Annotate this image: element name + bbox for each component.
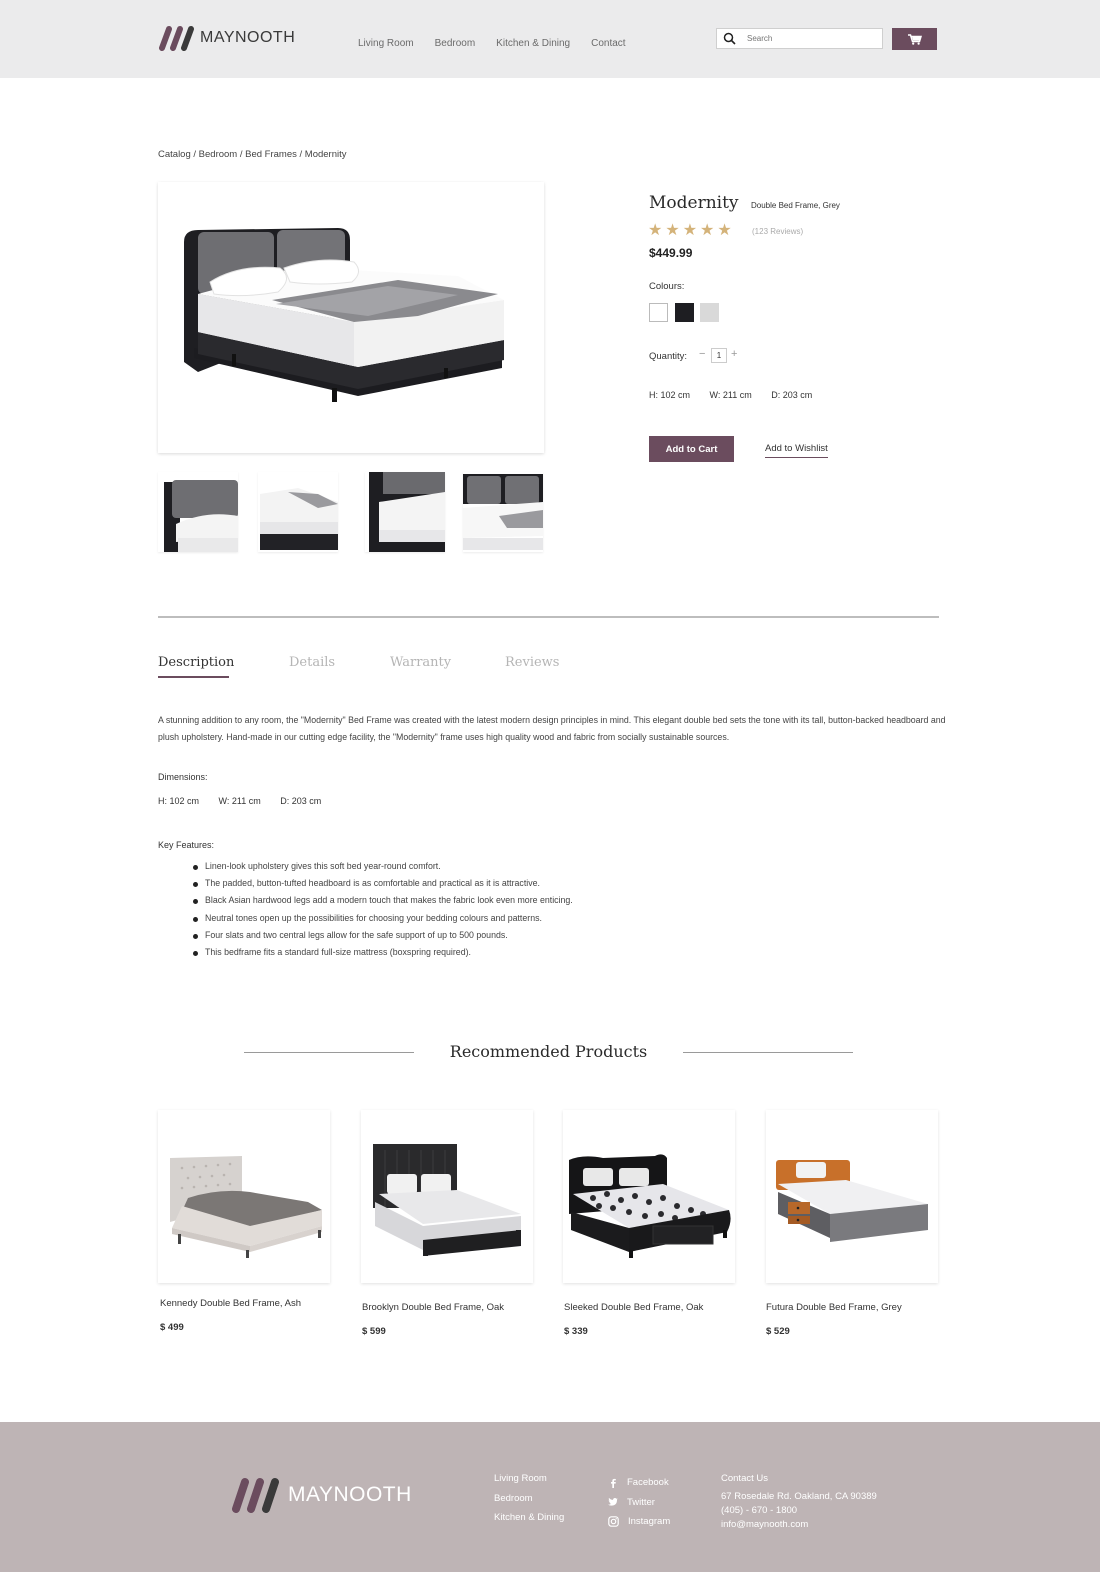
- nav-item-contact[interactable]: Contact: [591, 38, 626, 49]
- star-icon: ★: [717, 222, 732, 239]
- tab-details[interactable]: Details: [289, 655, 336, 670]
- social-link-twitter[interactable]: [608, 1493, 670, 1513]
- dimension-depth: D: 203 cm: [771, 390, 813, 400]
- search-input[interactable]: [747, 31, 877, 46]
- list-item: This bedframe fits a standard full-size mattress (boxspring required).: [193, 947, 573, 964]
- recommended-title: Recommended Products: [449, 1042, 648, 1061]
- product-image: [158, 1110, 330, 1283]
- dimension-height: H: 102 cm: [649, 390, 691, 400]
- product-title: Modernity: [649, 193, 739, 213]
- colour-swatch-white[interactable]: [649, 303, 668, 322]
- section-divider: [158, 616, 939, 618]
- footer-nav: [494, 1473, 564, 1532]
- star-icon: ★: [665, 222, 680, 239]
- dimension-height: H: 102 cm: [158, 796, 200, 806]
- tab-warranty[interactable]: Warranty: [390, 655, 452, 670]
- product-card-name[interactable]: Kennedy Double Bed Frame, Ash: [160, 1298, 302, 1309]
- social-label: Twitter: [627, 1496, 655, 1508]
- thumbnail-pillows[interactable]: [463, 472, 543, 552]
- logo-mark-icon: [230, 1477, 282, 1513]
- logo-mark-icon: [158, 25, 196, 51]
- footer-link-kitchen-dining[interactable]: Kitchen & Dining: [494, 1512, 565, 1523]
- dimension-depth: D: 203 cm: [280, 796, 322, 806]
- list-item: The padded, button-tufted headboard is as comfortable and practical as it is attractive.: [193, 878, 573, 895]
- footer-logo[interactable]: [230, 1477, 412, 1513]
- list-item: Linen-look upholstery gives this soft bed year-round comfort.: [193, 861, 573, 878]
- product-main-image[interactable]: [158, 182, 544, 453]
- contact-email[interactable]: info@maynooth.com: [721, 1519, 809, 1530]
- social-label: Instagram: [628, 1516, 671, 1528]
- product-card-price: $ 499: [160, 1322, 184, 1333]
- main-nav: [358, 38, 647, 49]
- search-icon[interactable]: [723, 32, 736, 45]
- description-text: A stunning addition to any room, the "Modernity" Bed Frame was created with the latest modern design principles in mind. This elegant double bed sets the tone with its tall, button-backed headboard and plush upholstery. Hand-made in our cutting edge facility, the "Modernity" frame uses high quality wood and fabric from socially sustainable sources.: [158, 715, 946, 742]
- list-item: Neutral tones open up the possibilities for choosing your bedding colours and patterns.: [193, 913, 573, 930]
- cart-icon: [908, 34, 922, 45]
- product-subtitle: Double Bed Frame, Grey: [751, 201, 840, 210]
- quantity-increase-button[interactable]: +: [731, 348, 738, 360]
- list-item: Four slats and two central legs allow for the safe support of up to 500 pounds.: [193, 930, 573, 947]
- colour-swatch-black[interactable]: [675, 303, 694, 322]
- breadcrumb[interactable]: Catalog / Bedroom / Bed Frames / Modernity: [158, 149, 347, 160]
- quantity-decrease-button[interactable]: −: [699, 348, 706, 360]
- footer-link-living-room[interactable]: Living Room: [494, 1473, 547, 1484]
- add-to-cart-button[interactable]: Add to Cart: [649, 436, 734, 462]
- rating-stars[interactable]: [648, 223, 735, 239]
- thumbnail-image: [158, 472, 238, 552]
- cart-button[interactable]: [892, 28, 937, 50]
- star-icon: ★: [700, 222, 715, 239]
- contact-address: 67 Rosedale Rd. Oakland, CA 90389: [721, 1491, 877, 1502]
- review-count[interactable]: (123 Reviews): [752, 227, 804, 236]
- instagram-icon: [608, 1516, 619, 1527]
- footer-social: [608, 1473, 670, 1532]
- dimension-width: W: 211 cm: [709, 390, 752, 400]
- bed-illustration: [158, 182, 544, 453]
- dimensions-title: Dimensions:: [158, 772, 208, 782]
- product-card-price: $ 599: [362, 1326, 386, 1337]
- product-card-price: $ 339: [564, 1326, 588, 1337]
- product-price: $449.99: [649, 246, 693, 260]
- search-box: [716, 28, 883, 49]
- social-label: Facebook: [627, 1477, 669, 1489]
- product-card-image[interactable]: [766, 1110, 938, 1283]
- facebook-icon: [608, 1478, 618, 1488]
- quantity-input[interactable]: 1: [711, 348, 727, 363]
- quantity-label: Quantity:: [649, 351, 688, 362]
- heading-rule-right: [683, 1052, 853, 1053]
- product-card-name[interactable]: Futura Double Bed Frame, Grey: [766, 1302, 902, 1313]
- colour-swatch-grey[interactable]: [700, 303, 719, 322]
- product-image: [361, 1110, 533, 1283]
- nav-item-living-room[interactable]: Living Room: [358, 38, 414, 49]
- thumbnail-image: [365, 472, 445, 552]
- footer-link-bedroom[interactable]: Bedroom: [494, 1492, 533, 1504]
- description-dimensions: [158, 796, 338, 806]
- tab-reviews[interactable]: Reviews: [505, 655, 560, 670]
- twitter-icon: [608, 1497, 618, 1507]
- product-card-name[interactable]: Brooklyn Double Bed Frame, Oak: [362, 1302, 505, 1313]
- product-card-price: $ 529: [766, 1326, 790, 1337]
- contact-phone[interactable]: (405) - 670 - 1800: [721, 1505, 798, 1516]
- product-card-image[interactable]: [361, 1110, 533, 1283]
- product-dimensions: [649, 390, 829, 400]
- dimension-width: W: 211 cm: [218, 796, 261, 806]
- site-header: [0, 0, 1100, 78]
- star-icon: ★: [682, 222, 698, 239]
- brand-logo[interactable]: [158, 25, 295, 51]
- social-link-facebook[interactable]: [608, 1473, 670, 1493]
- footer-brand-name: MAYNOOTH: [288, 1483, 412, 1506]
- contact-title: Contact Us: [721, 1473, 768, 1484]
- thumbnail-corner[interactable]: [365, 472, 445, 552]
- list-item: Black Asian hardwood legs add a modern touch that makes the fabric look even more enticing.: [193, 895, 573, 912]
- tab-description[interactable]: Description: [158, 655, 235, 670]
- key-features-title: Key Features:: [158, 840, 215, 850]
- thumbnail-image: [258, 472, 338, 552]
- footer-contact: [721, 1473, 877, 1533]
- star-icon: ★: [648, 222, 663, 239]
- social-link-instagram[interactable]: [608, 1512, 670, 1532]
- active-tab-indicator: [158, 676, 229, 678]
- product-card-name[interactable]: Sleeked Double Bed Frame, Oak: [564, 1302, 704, 1313]
- product-image: [766, 1110, 938, 1283]
- product-card-image[interactable]: [158, 1110, 330, 1283]
- nav-item-bedroom[interactable]: Bedroom: [434, 38, 476, 49]
- thumbnail-image: [463, 472, 543, 552]
- key-features-list: [193, 861, 573, 964]
- brand-name: MAYNOOTH: [200, 29, 296, 46]
- product-image: [563, 1110, 735, 1283]
- thumbnail-headboard[interactable]: [158, 472, 238, 552]
- product-card-image[interactable]: [563, 1110, 735, 1283]
- colours-label: Colours:: [649, 281, 685, 292]
- add-to-wishlist-link[interactable]: Add to Wishlist: [765, 443, 828, 458]
- nav-item-kitchen-dining[interactable]: Kitchen & Dining: [496, 38, 571, 49]
- thumbnail-mattress[interactable]: [258, 472, 338, 552]
